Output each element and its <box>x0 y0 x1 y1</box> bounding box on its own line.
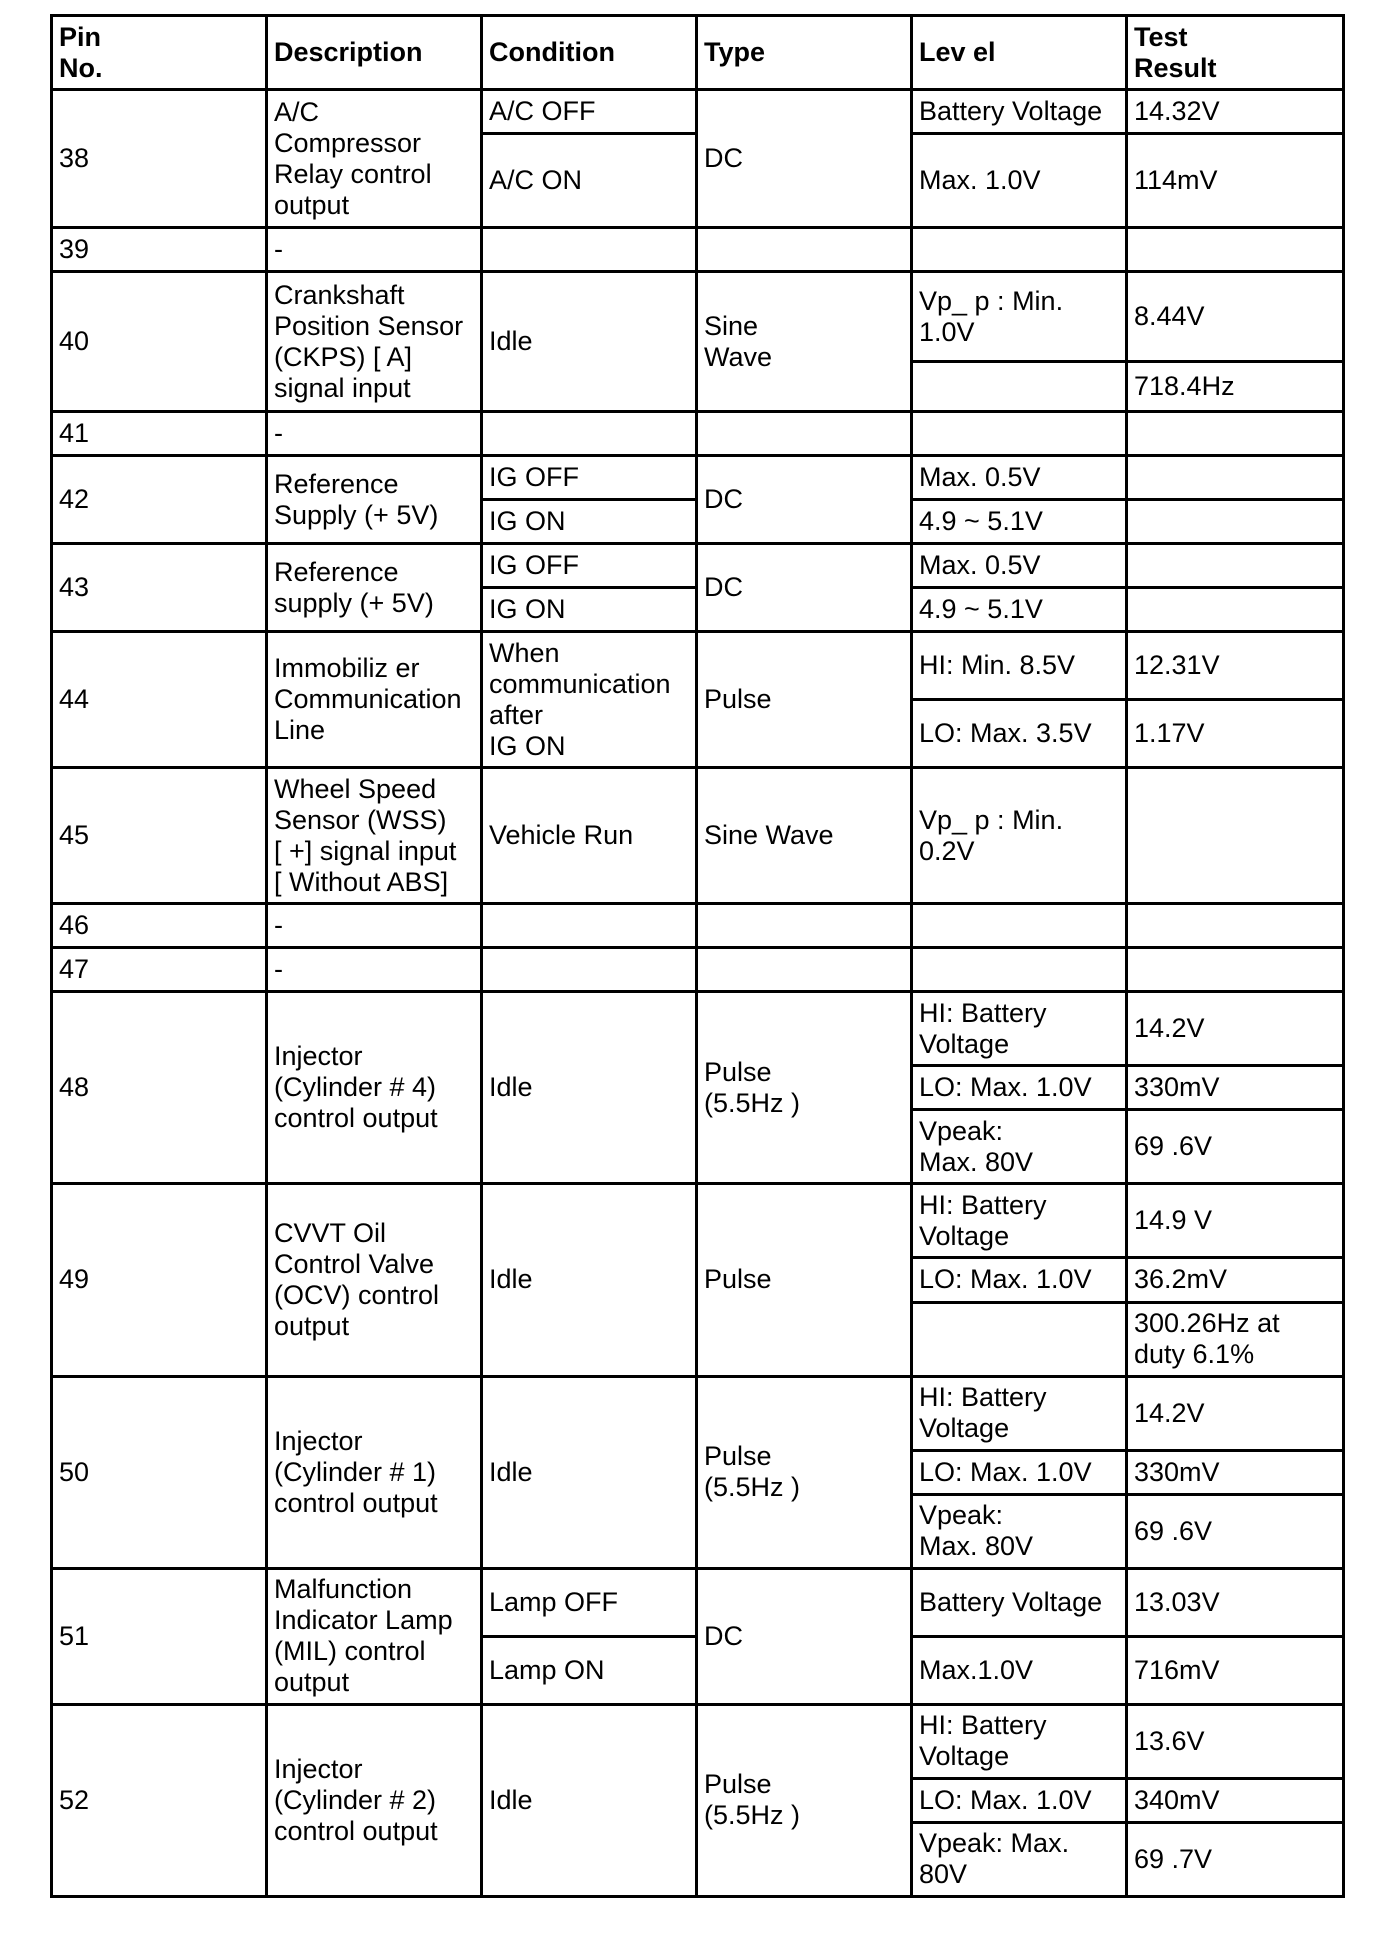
pin-description: Malfunction Indicator Lamp (MIL) control output <box>267 1568 482 1704</box>
signal-type <box>697 228 912 272</box>
test-result-cell <box>1127 588 1344 632</box>
pin-number: 44 <box>52 632 267 768</box>
level-cell <box>912 228 1127 272</box>
table-row <box>52 1704 1344 1778</box>
condition-cell: Vehicle Run <box>482 768 697 904</box>
header-description: Description <box>267 16 482 90</box>
pin-description: Injector (Cylinder # 1) control output <box>267 1376 482 1568</box>
pin-number: 43 <box>52 544 267 632</box>
level-cell: Max. 1.0V <box>912 134 1127 228</box>
pin-number: 52 <box>52 1704 267 1896</box>
signal-type <box>697 904 912 948</box>
test-result-cell: 12.31V <box>1127 632 1344 700</box>
test-result-cell: 718.4Hz <box>1127 362 1344 412</box>
condition-cell <box>482 228 697 272</box>
test-result-cell: 14.2V <box>1127 1376 1344 1450</box>
test-result-cell: 69 .6V <box>1127 1494 1344 1568</box>
test-result-cell <box>1127 768 1344 904</box>
level-cell: Vpeak: Max. 80V <box>912 1110 1127 1184</box>
pin-number: 38 <box>52 90 267 228</box>
condition-cell <box>482 904 697 948</box>
level-cell: LO: Max. 1.0V <box>912 1066 1127 1110</box>
table-row <box>52 412 1344 456</box>
header-type: Type <box>697 16 912 90</box>
condition-cell: Lamp OFF <box>482 1568 697 1636</box>
header-condition: Condition <box>482 16 697 90</box>
test-result-cell: 330mV <box>1127 1066 1344 1110</box>
pin-number: 41 <box>52 412 267 456</box>
level-cell <box>912 948 1127 992</box>
level-cell <box>912 1302 1127 1376</box>
condition-cell: Idle <box>482 272 697 412</box>
table-row <box>52 90 1344 134</box>
pin-description: Wheel Speed Sensor (WSS) [ +] signal input [ Without ABS] <box>267 768 482 904</box>
signal-type: Pulse <box>697 632 912 768</box>
pin-description: CVVT Oil Control Valve (OCV) control output <box>267 1184 482 1376</box>
pin-description: Injector (Cylinder # 4) control output <box>267 992 482 1184</box>
condition-cell: Idle <box>482 1704 697 1896</box>
signal-type <box>697 948 912 992</box>
level-cell: HI: Battery Voltage <box>912 1704 1127 1778</box>
test-result-cell <box>1127 500 1344 544</box>
table-row <box>52 948 1344 992</box>
test-result-cell: 14.9 V <box>1127 1184 1344 1258</box>
header-row <box>52 16 1344 90</box>
table-row <box>52 272 1344 362</box>
signal-type: Pulse (5.5Hz ) <box>697 1704 912 1896</box>
pin-test-table <box>50 14 1345 1898</box>
header-pin-no: Pin No. <box>52 16 267 90</box>
test-result-cell: 69 .7V <box>1127 1822 1344 1896</box>
pin-number: 47 <box>52 948 267 992</box>
table-row <box>52 992 1344 1066</box>
level-cell: Max.1.0V <box>912 1636 1127 1704</box>
level-cell: 4.9 ~ 5.1V <box>912 500 1127 544</box>
pin-number: 40 <box>52 272 267 412</box>
condition-cell <box>482 948 697 992</box>
pin-number: 51 <box>52 1568 267 1704</box>
condition-cell: A/C ON <box>482 134 697 228</box>
pin-description: Reference supply (+ 5V) <box>267 544 482 632</box>
level-cell: HI: Battery Voltage <box>912 992 1127 1066</box>
signal-type: DC <box>697 1568 912 1704</box>
condition-cell <box>482 412 697 456</box>
level-cell: Vpeak: Max. 80V <box>912 1494 1127 1568</box>
condition-cell: When communication after IG ON <box>482 632 697 768</box>
pin-description: A/C Compressor Relay control output <box>267 90 482 228</box>
table-row <box>52 228 1344 272</box>
table-row <box>52 456 1344 500</box>
signal-type: Sine Wave <box>697 768 912 904</box>
signal-type: DC <box>697 456 912 544</box>
signal-type: DC <box>697 544 912 632</box>
condition-cell: IG ON <box>482 500 697 544</box>
condition-cell: IG OFF <box>482 544 697 588</box>
level-cell: Vpeak: Max. 80V <box>912 1822 1127 1896</box>
level-cell: 4.9 ~ 5.1V <box>912 588 1127 632</box>
pin-number: 49 <box>52 1184 267 1376</box>
condition-cell: Idle <box>482 1184 697 1376</box>
level-cell: LO: Max. 3.5V <box>912 700 1127 768</box>
test-result-cell: 14.2V <box>1127 992 1344 1066</box>
level-cell: HI: Min. 8.5V <box>912 632 1127 700</box>
signal-type: Pulse (5.5Hz ) <box>697 992 912 1184</box>
pin-description: Crankshaft Position Sensor (CKPS) [ A] signal input <box>267 272 482 412</box>
test-result-cell: 36.2mV <box>1127 1258 1344 1302</box>
test-result-cell: 300.26Hz at duty 6.1% <box>1127 1302 1344 1376</box>
pin-description: Injector (Cylinder # 2) control output <box>267 1704 482 1896</box>
test-result-cell <box>1127 228 1344 272</box>
condition-cell: Idle <box>482 1376 697 1568</box>
pin-description: Immobiliz er Communication Line <box>267 632 482 768</box>
level-cell: Vp_ p : Min. 0.2V <box>912 768 1127 904</box>
level-cell: Vp_ p : Min. 1.0V <box>912 272 1127 362</box>
test-result-cell: 716mV <box>1127 1636 1344 1704</box>
condition-cell: A/C OFF <box>482 90 697 134</box>
level-cell <box>912 362 1127 412</box>
test-result-cell: 340mV <box>1127 1778 1344 1822</box>
level-cell: LO: Max. 1.0V <box>912 1258 1127 1302</box>
condition-cell: Idle <box>482 992 697 1184</box>
pin-number: 45 <box>52 768 267 904</box>
table-row <box>52 904 1344 948</box>
level-cell <box>912 412 1127 456</box>
pin-number: 50 <box>52 1376 267 1568</box>
condition-cell: Lamp ON <box>482 1636 697 1704</box>
test-result-cell <box>1127 904 1344 948</box>
table-row <box>52 632 1344 700</box>
level-cell: LO: Max. 1.0V <box>912 1778 1127 1822</box>
test-result-cell <box>1127 456 1344 500</box>
pin-number: 39 <box>52 228 267 272</box>
level-cell <box>912 904 1127 948</box>
test-result-cell <box>1127 544 1344 588</box>
test-result-cell: 69 .6V <box>1127 1110 1344 1184</box>
signal-type: DC <box>697 90 912 228</box>
pin-number: 46 <box>52 904 267 948</box>
test-result-cell: 330mV <box>1127 1450 1344 1494</box>
signal-type <box>697 412 912 456</box>
test-result-cell <box>1127 412 1344 456</box>
header-test-result: Test Result <box>1127 16 1344 90</box>
test-result-cell: 14.32V <box>1127 90 1344 134</box>
test-result-cell: 1.17V <box>1127 700 1344 768</box>
pin-description: - <box>267 412 482 456</box>
test-result-cell: 13.6V <box>1127 1704 1344 1778</box>
level-cell: HI: Battery Voltage <box>912 1376 1127 1450</box>
table-row <box>52 544 1344 588</box>
level-cell: Max. 0.5V <box>912 544 1127 588</box>
test-result-cell: 114mV <box>1127 134 1344 228</box>
table-row <box>52 1184 1344 1258</box>
condition-cell: IG OFF <box>482 456 697 500</box>
table-row <box>52 1376 1344 1450</box>
table-row <box>52 768 1344 904</box>
signal-type: Sine Wave <box>697 272 912 412</box>
test-result-cell <box>1127 948 1344 992</box>
test-result-cell: 13.03V <box>1127 1568 1344 1636</box>
pin-number: 42 <box>52 456 267 544</box>
table-row <box>52 1568 1344 1636</box>
pin-description: Reference Supply (+ 5V) <box>267 456 482 544</box>
condition-cell: IG ON <box>482 588 697 632</box>
signal-type: Pulse <box>697 1184 912 1376</box>
level-cell: Max. 0.5V <box>912 456 1127 500</box>
pin-table-sheet <box>50 14 1342 1898</box>
pin-number: 48 <box>52 992 267 1184</box>
pin-description: - <box>267 228 482 272</box>
pin-description: - <box>267 904 482 948</box>
pin-description: - <box>267 948 482 992</box>
test-result-cell: 8.44V <box>1127 272 1344 362</box>
level-cell: LO: Max. 1.0V <box>912 1450 1127 1494</box>
level-cell: Battery Voltage <box>912 1568 1127 1636</box>
level-cell: Battery Voltage <box>912 90 1127 134</box>
signal-type: Pulse (5.5Hz ) <box>697 1376 912 1568</box>
header-level: Lev el <box>912 16 1127 90</box>
level-cell: HI: Battery Voltage <box>912 1184 1127 1258</box>
